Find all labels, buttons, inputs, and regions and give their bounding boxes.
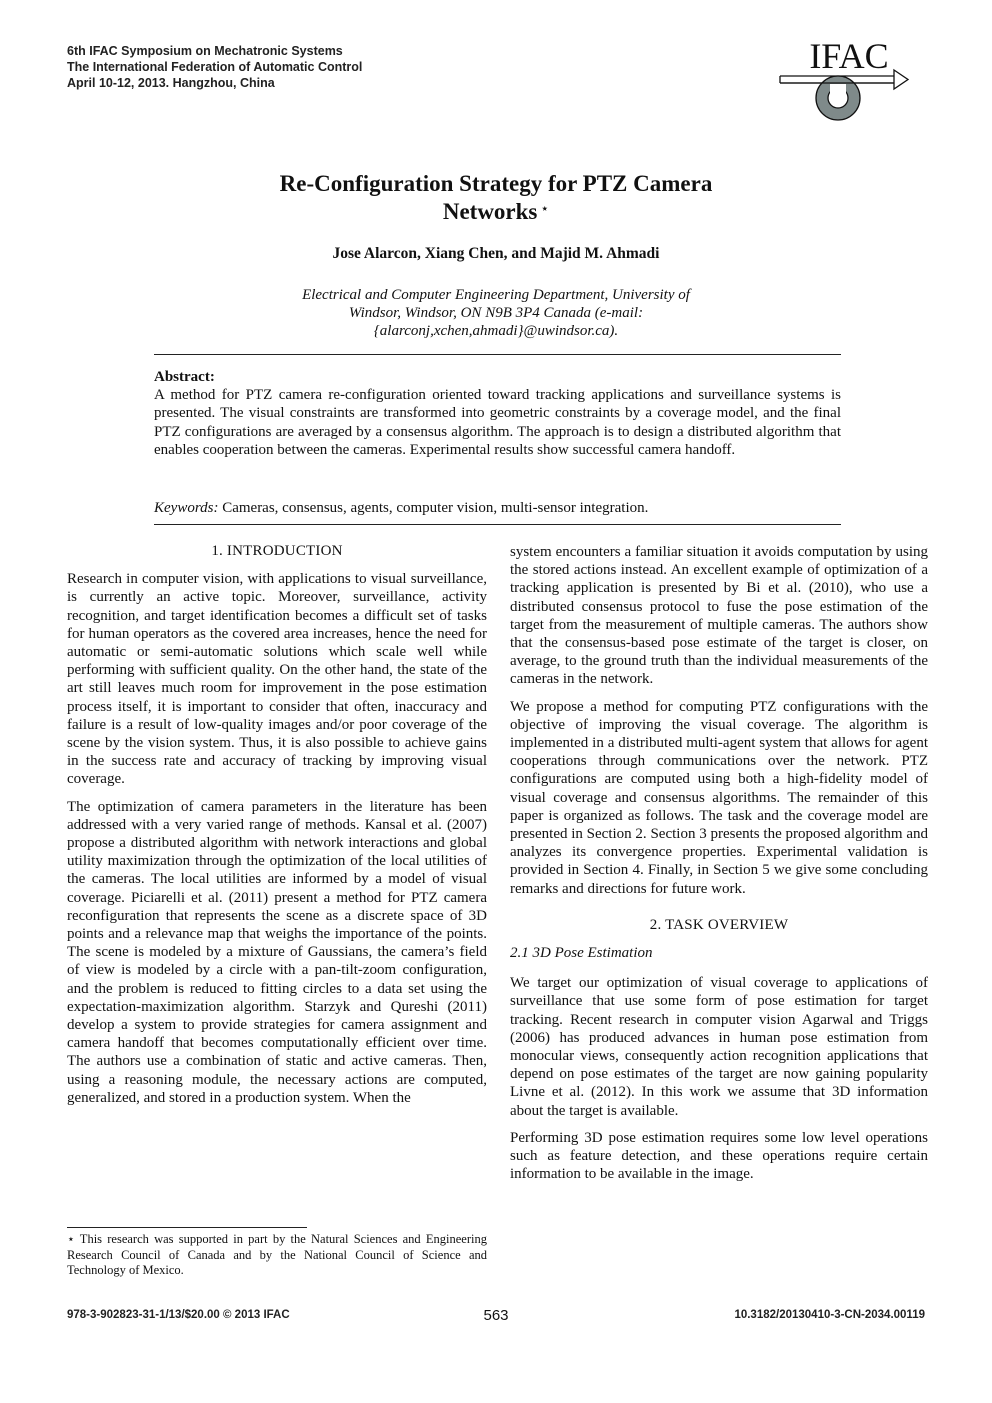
federation-name: The International Federation of Automatic Control xyxy=(67,60,363,74)
ifac-logo-text: IFAC xyxy=(809,36,889,76)
footnote-rule xyxy=(67,1227,307,1228)
paper-title-line-2: Networks ⋆ xyxy=(442,199,550,224)
abstract-top-rule xyxy=(154,354,841,355)
subsection-heading-pose-estimation: 2.1 3D Pose Estimation xyxy=(510,945,653,962)
title-footnote-star: ⋆ xyxy=(540,202,550,217)
conference-name: 6th IFAC Symposium on Mechatronic Systems xyxy=(67,44,343,58)
conference-date-location: April 10-12, 2013. Hangzhou, China xyxy=(67,76,275,90)
keywords xyxy=(154,500,841,517)
paragraph: system encounters a familiar situation it avoids computation by using the stored actions instead. An excellent example of optimization of a tracking application is presented by Bi et al. (2010), who use a distributed consensus protocol to fuse the pose estimation of the target from the measurement of multiple cameras. The authors show that the consensus-based pose estimate of the target is closer, on average, to the ground truth than the individual measurements of the cameras in the network. xyxy=(510,544,928,688)
abstract-bottom-rule xyxy=(154,524,841,525)
section-heading-introduction: 1. INTRODUCTION xyxy=(211,543,343,559)
paragraph: We propose a method for computing PTZ configurations with the objective of improving the visual coverage. The algorithm is implemented in a distributed multi-agent system that allows for agent cooperations through communications over the network. PTZ configurations are computed using both a high-fidelity model of visual coverage and consensus algorithms. The remainder of this paper is organized as follows. The task and the coverage model are presented in Section 2. Section 3 presents the proposed algorithm and analyzes its convergence properties. Experimental validation is provided in Section 4. Finally, in Section 5 we give some concluding remarks and directions for future work. xyxy=(510,698,928,897)
conference-header xyxy=(67,43,362,91)
abstract-heading: Abstract: xyxy=(154,369,215,385)
footnote: ⋆ This research was supported in part by the Natural Sciences and Engineering Research Council of Canada and by the National Council of Science and Technology of Mexico. xyxy=(67,1232,487,1277)
paper-title-line-1: Re-Configuration Strategy for PTZ Camera xyxy=(279,171,713,196)
paper-title xyxy=(0,170,992,226)
footer-isbn: 978-3-902823-31-1/13/$20.00 © 2013 IFAC xyxy=(67,1309,290,1321)
abstract xyxy=(154,368,841,459)
abstract-text: A method for PTZ camera re-configuration oriented toward tracking applications and surveillance systems is presented. The visual constraints are transformed into geometric constraints by a coverage model, and the final PTZ configurations are averaged by a consensus algorithm. The approach is to design a distributed algorithm that enables cooperation between the cameras. Experimental results show successful camera handoff. xyxy=(154,387,841,458)
authors: Jose Alarcon, Xiang Chen, and Majid M. Ahmadi xyxy=(332,245,660,262)
paragraph: Research in computer vision, with applications to visual surveillance, is currently an active topic. Moreover, surveillance, activity recognition, and target identification becomes a difficult set of tasks for human operators as the covered area increases, hence the need for automatic or semi-automatic solutions which scale well while performing with sufficient quality. On the other hand, the state of the art still leaves much room for improvement in the pose estimation process itself, it is important to consider that often, inaccuracy and failure is a result of low-quality images and/or poor coverage of the scene by the vision system. Thus, it is also possible to achieve gains in the success rate and accuracy of tracking by improving visual coverage. xyxy=(67,571,487,788)
footer-doi: 10.3182/20130410-3-CN-2034.00119 xyxy=(734,1309,925,1321)
paragraph: Performing 3D pose estimation requires some low level operations such as feature detection, and these operations require certain information to be available in the image. xyxy=(510,1129,928,1183)
keywords-text: Cameras, consensus, agents, computer vision, multi-sensor integration. xyxy=(218,500,649,516)
page-number: 563 xyxy=(483,1307,509,1324)
paragraph: We target our optimization of visual coverage to applications of surveillance that use some form of pose estimation for target tracking. Recent research in computer vision Agarwal and Triggs (2006) has produced advances in human pose estimation from monocular views, consequently action recognition applications that depend on pose estimates of the target are now gaining popularity Livne et al. (2012). In this work we assume that 3D information about the target is available. xyxy=(510,975,928,1119)
right-column xyxy=(510,543,928,1193)
affiliation: Electrical and Computer Engineering Department, University of Windsor, Windsor, ON N9B 3P4 Canada (e-mail: {alarconj,xchen,ahmadi}@uwindsor.ca). xyxy=(302,287,690,339)
keywords-label: Keywords: xyxy=(154,500,219,516)
ifac-logo xyxy=(778,36,910,126)
paragraph: The optimization of camera parameters in the literature has been addressed with a very varied range of methods. Kansal et al. (2007) propose a distributed algorithm with network interactions and global utility maximization through the optimization of the local utilities of the cameras. The local utilities are informed by a model of visual coverage. Piciarelli et al. (2011) present a method for PTZ camera reconfiguration that represents the scene as a discrete space of 3D points and a relevance map that weighs the importance of the points. The scene is modeled by a mixture of Gaussians, the camera’s field of view is modeled by a circle with a pan-tilt-zoom configuration, and the problem is reduced to fitting circles to a data set using the expectation-maximization algorithm. Starzyk and Qureshi (2011) develop a system to provide strategies for camera assignment and camera handoff that becomes computationally efficient over time. The authors use a combination of static and active cameras. Then, using a reasoning module, the necessary actions are computed, generalized, and stored in a production system. When the xyxy=(67,798,487,1106)
section-heading-task-overview: 2. TASK OVERVIEW xyxy=(649,916,789,933)
left-column xyxy=(67,540,487,1116)
